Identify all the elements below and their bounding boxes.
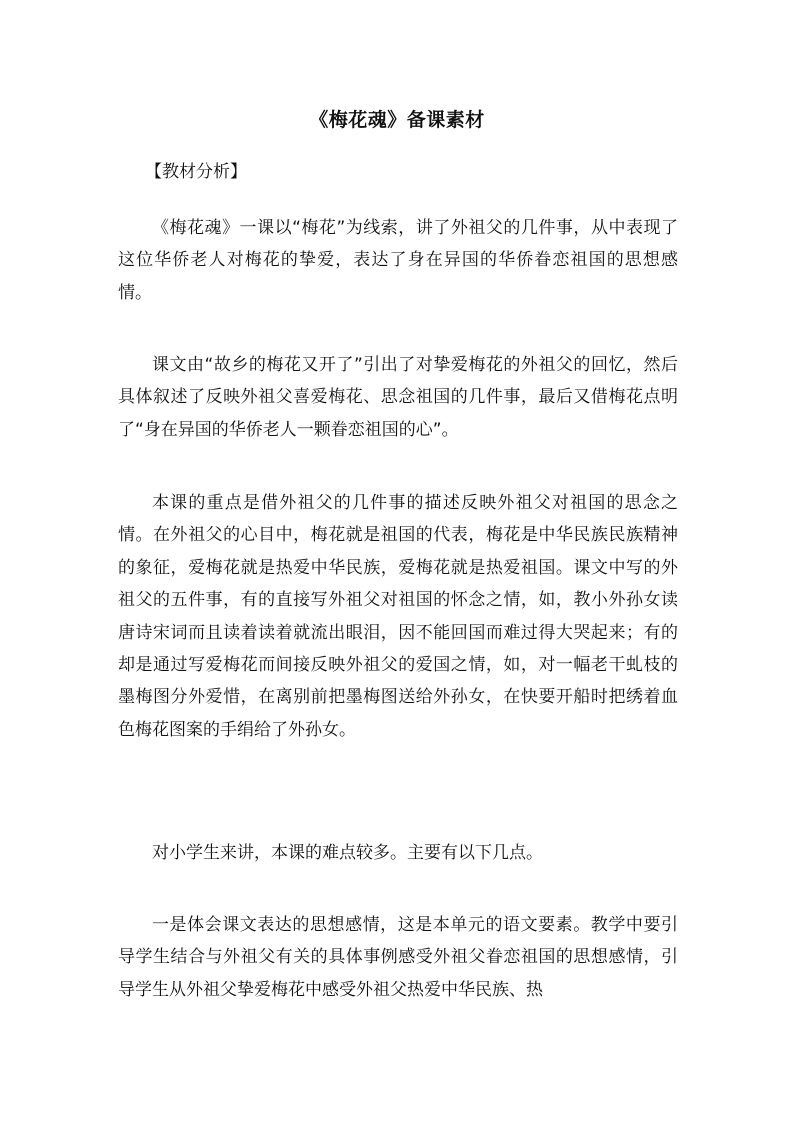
paragraph: 《梅花魂》一课以“梅花”为线索，讲了外祖父的几件事，从中表现了这位华侨老人对梅花的挚爱，表达了身在异国的华侨眷恋祖国的思想感情。	[118, 218, 678, 303]
paragraph: 课文由“故乡的梅花又开了”引出了对挚爱梅花的外祖父的回忆，然后具体叙述了反映外祖父喜爱梅花、思念祖国的几件事，最后又借梅花点明了“身在异国的华侨老人一颗眷恋祖国的心”。	[118, 355, 678, 440]
paragraph: 一是体会课文表达的思想感情，这是本单元的语文要素。教学中要引导学生结合与外祖父有关的具体事例感受外祖父眷恋祖国的思想感情，引导学生从外祖父挚爱梅花中感受外祖父热爱中华民族、热	[118, 915, 678, 1000]
section-heading: 【教材分析】	[145, 162, 247, 182]
document-title: 《梅花魂》备课素材	[309, 109, 485, 131]
paragraph: 对小学生来讲，本课的难点较多。主要有以下几点。	[152, 843, 543, 863]
paragraph: 本课的重点是借外祖父的几件事的描述反映外祖父对祖国的思念之情。在外祖父的心目中，梅花就是祖国的代表，梅花是中华民族民族精神的象征，爱梅花就是热爱中华民族，爱梅花就是热爱祖国。课文中写的外祖父的五件事，有的直接写外祖父对祖国的怀念之情，如，教小外孙女读唐诗宋词而且读着读着就流出眼泪，因不能回国而难过得大哭起来；有的却是通过写爱梅花而间接反映外祖父的爱国之情，如，对一幅老干虬枝的墨梅图分外爱惜，在离别前把墨梅图送给外孙女，在快要开船时把绣着血色梅花图案的手绢给了外孙女。	[118, 493, 678, 740]
